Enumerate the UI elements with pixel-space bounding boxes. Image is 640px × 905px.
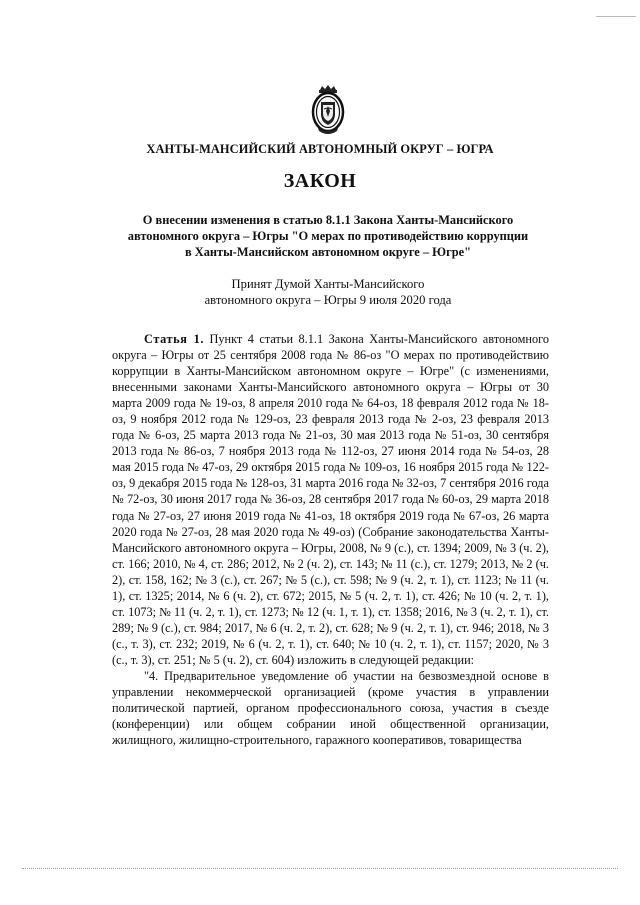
law-title: ЗАКОН: [283, 170, 357, 192]
law-subject-line: в Ханты-Мансийском автономном округе – Югре": [184, 245, 472, 259]
adoption-note: [172, 277, 484, 308]
scan-artifact-line: [596, 16, 636, 17]
adoption-line: автономного округа – Югры 9 июля 2020 года: [204, 292, 452, 307]
law-subject-line: автономного округа – Югры "О мерах по противодействию коррупции: [127, 229, 529, 243]
region-heading: ХАНТЫ-МАНСИЙСКИЙ АВТОНОМНЫЙ ОКРУГ – ЮГРА: [146, 142, 494, 156]
article-paragraph: [112, 331, 549, 668]
law-body: [112, 331, 549, 748]
scan-artifact-line: [22, 868, 618, 869]
quoted-amendment-paragraph: "4. Предварительное уведомление об участии на безвозмездной основе в управлении некоммерческой организацией (кроме участия в управлении политической партией, органом профессионального союза, участия в съезде (конференции) или общем собрании иной общественной организации, жилищного, жилищно-строительного, гаражного кооперативов, товарищества: [112, 668, 549, 748]
adoption-line: Принят Думой Ханты-Мансийского: [231, 277, 425, 291]
article-label: Статья 1.: [144, 332, 205, 346]
law-subject-line: О внесении изменения в статью 8.1.1 Закона Ханты-Мансийского: [142, 213, 514, 227]
article-text: Пункт 4 статьи 8.1.1 Закона Ханты-Мансийского автономного округа – Югры от 25 сентября 2008 года № 86-оз "О мерах по противодействию коррупции в Ханты-Мансийском автономном округе – Югре" (с изменениями, внесенными законами Ханты-Мансийского автономного округа – Югры от 30 марта 2009 года № 19-оз, 8 апреля 2010 года № 64-оз, 18 февраля 2012 года № 18-оз, 9 ноября 2012 года № 129-оз, 23 февраля 2013 года № 2-оз, 23 февраля 2013 года № 6-оз, 25 марта 2013 года № 21-оз, 30 мая 2013 года № 51-оз, 30 сентября 2013 года № 86-оз, 7 ноября 2013 года № 112-оз, 27 июня 2014 года № 54-оз, 28 мая 2015 года № 47-оз, 29 октября 2015 года № 109-оз, 16 ноября 2015 года № 122-оз, 9 декабря 2015 года № 128-оз, 31 марта 2016 года № 32-оз, 7 сентября 2016 года № 72-оз, 30 июня 2017 года № 36-оз, 28 сентября 2017 года № 60-оз, 29 марта 2018 года № 27-оз, 27 июня 2019 года № 41-оз, 18 октября 2019 года № 67-оз, 26 марта 2020 года № 27-оз, 28 мая 2020 года № 49-оз) (Собрание законодательства Ханты-Мансийского автономного округа – Югры, 2008, № 9 (с.), ст. 1394; 2009, № 3 (ч. 2), ст. 166; 2010, № 4, ст. 286; 2012, № 2 (ч. 2), ст. 143; № 11 (с.), ст. 1279; 2013, № 2 (ч. 2), ст. 158, 162; № 3 (с.), ст. 267; № 5 (с.), ст. 598; № 9 (ч. 2, т. 1), ст. 1123; № 11 (ч. 1), ст. 1325; 2014, № 6 (ч. 2), ст. 672; 2015, № 5 (ч. 2, т. 1), ст. 426; № 10 (ч. 2, т. 1), ст. 1073; № 11 (ч. 2, т. 1), ст. 1273; № 12 (ч. 1, т. 1), ст. 1358; 2016, № 3 (ч. 2, т. 1), ст. 289; № 9 (с.), ст. 984; 2017, № 6 (ч. 2, т. 2), ст. 628; № 9 (ч. 2, т. 1), ст. 946; 2018, № 3 (с., т. 3), ст. 232; 2019, № 6 (ч. 2, т. 1), ст. 640; № 10 (ч. 2, т. 1), ст. 1157; 2020, № 3 (с., т. 3), ст. 251; № 5 (ч. 2), ст. 604) изложить в следующей редакции:: [112, 332, 549, 667]
coat-of-arms-icon: [308, 84, 348, 138]
law-subject: [112, 212, 544, 260]
